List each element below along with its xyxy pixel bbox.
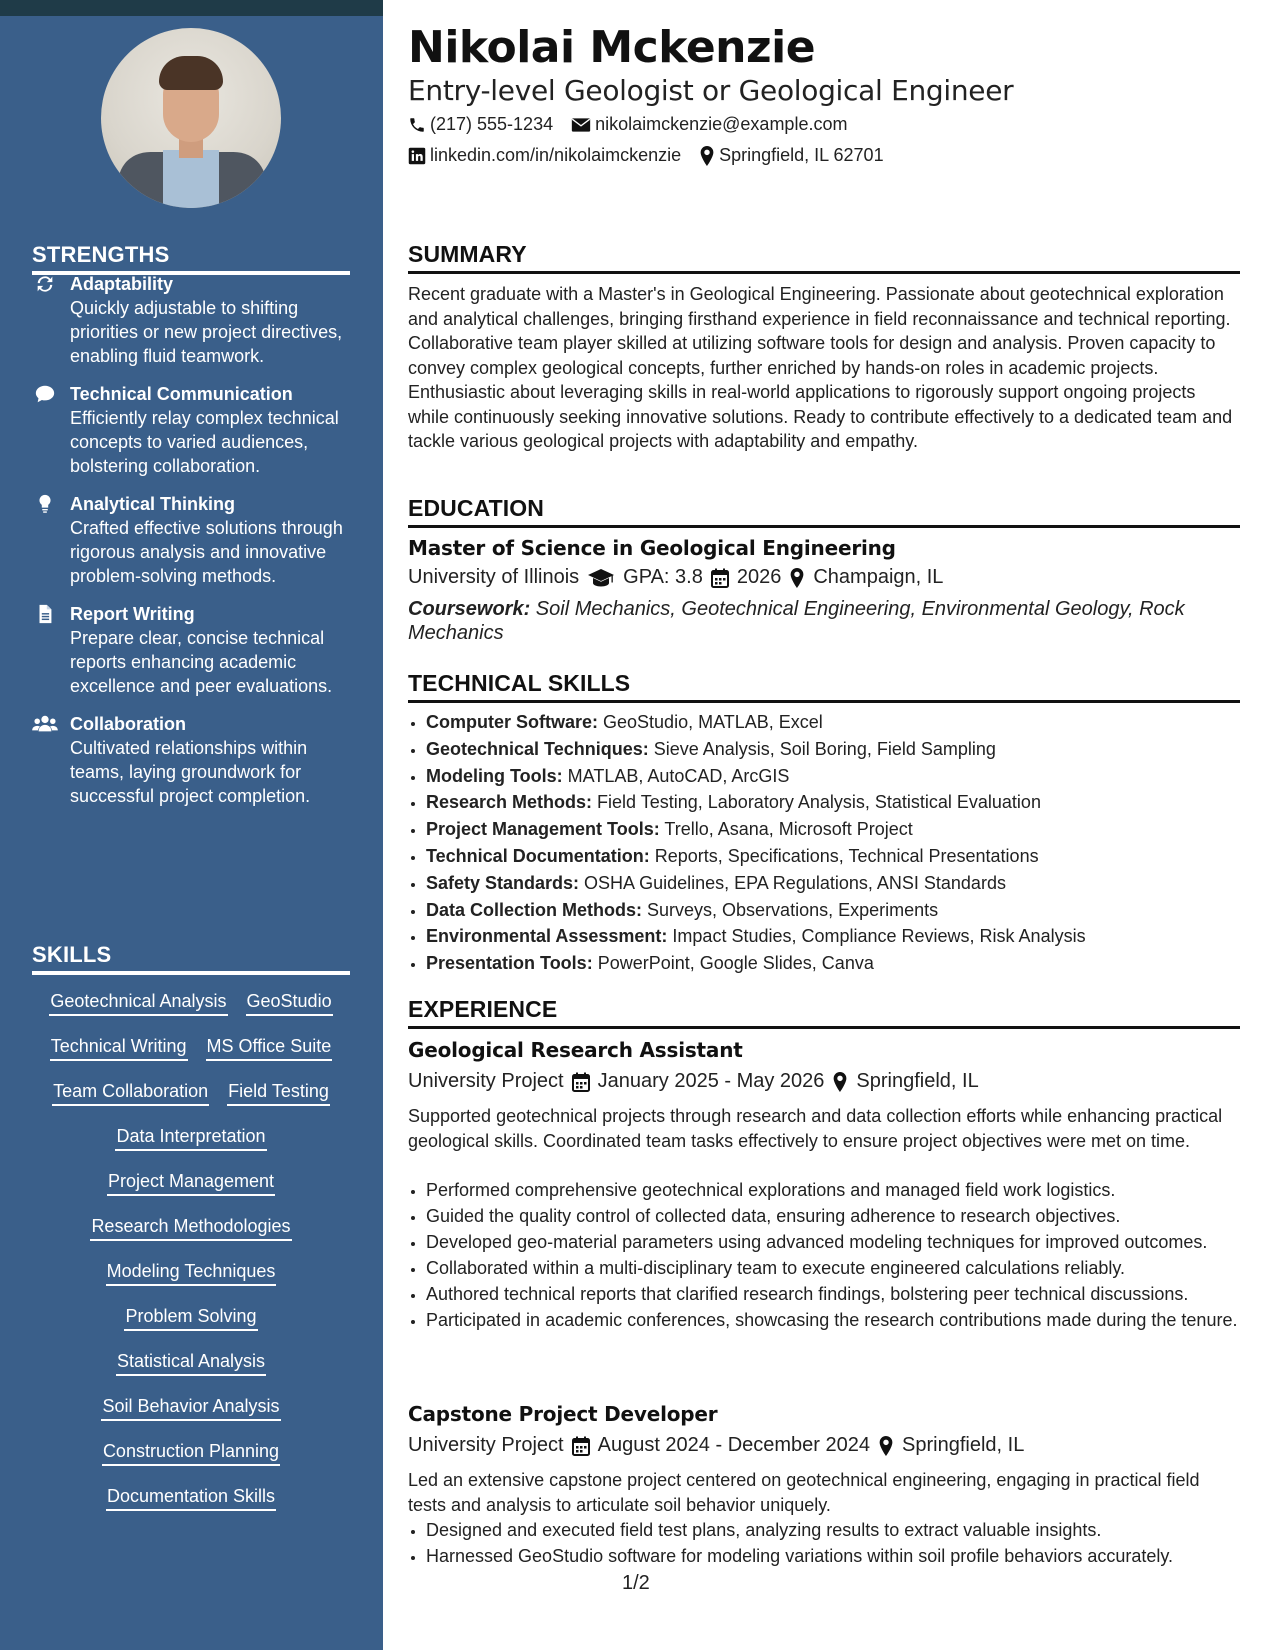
skill-category: Safety Standards: — [426, 872, 580, 893]
list-item — [426, 951, 1258, 976]
skill-tag: Project Management — [107, 1170, 275, 1196]
skills-list — [32, 990, 350, 1530]
list-item: • Harnessed GeoStudio software for modeling variations within soil profile behaviors accurately. — [426, 1544, 1258, 1569]
skill-tag: Geotechnical Analysis — [49, 990, 227, 1016]
strength-desc: Prepare clear, concise technical reports enhancing academic excellence and peer evaluations. — [70, 628, 333, 696]
strength-desc: Efficiently relay complex technical concepts to varied audiences, bolstering collaboration. — [70, 408, 339, 476]
skill-values: GeoStudio, MATLAB, Excel — [598, 712, 823, 732]
strength-desc: Quickly adjustable to shifting priorities or new project directives, enabling fluid teamwork. — [70, 298, 343, 366]
list-item: • Developed geo-material parameters using advanced modeling techniques for improved outcomes. — [426, 1230, 1258, 1255]
calendar-icon — [572, 1436, 590, 1456]
job-location: Springfield, IL — [902, 1434, 1025, 1456]
linkedin-icon — [408, 147, 426, 165]
skill-values: Field Testing, Laboratory Analysis, Statistical Evaluation — [592, 792, 1041, 813]
strengths-list — [32, 272, 350, 822]
lightbulb-icon — [32, 493, 58, 515]
coursework — [408, 597, 1240, 645]
strength-desc: Crafted effective solutions through rigorous analysis and innovative problem-solving methods. — [70, 518, 343, 586]
degree-title: Master of Science in Geological Engineering — [408, 536, 896, 560]
skill-category: Computer Software: — [426, 712, 599, 732]
job-summary: Led an extensive capstone project centered on geotechnical engineering, engaging in practical field tests and analysis to articulate soil behavior uniquely. — [408, 1470, 1200, 1515]
strength-title: Report Writing — [70, 604, 195, 624]
candidate-name: Nikolai Mckenzie — [408, 22, 816, 73]
profile-photo — [101, 28, 281, 208]
skill-values: Sieve Analysis, Soil Boring, Field Sampling — [648, 738, 996, 759]
envelope-icon — [571, 117, 591, 133]
coursework-label: Coursework: — [408, 598, 531, 620]
skill-tag: Technical Writing — [50, 1035, 188, 1061]
list-item: • Participated in academic conferences, showcasing the research contributions made during the tenure. — [426, 1308, 1258, 1333]
comment-icon — [32, 383, 58, 405]
candidate-title: Entry-level Geologist or Geological Engineer — [408, 74, 1014, 107]
summary-text: Recent graduate with a Master's in Geological Engineering. Passionate about geotechnical exploration and analytical challenges, bringing firsthand experience in field reconnaissance and technical reporting. Collaborative team player skilled at utilizing software tools for design and analysis. Proven capacity to convey complex geological concepts, further enriched by hands-on roles in academic projects. Enthusiastic about leveraging skills in real-world applications to rigorously support ongoing projects while continuously seeking innovative solutions. Ready to contribute effectively to a dedicated team and tackle various geological projects with adaptability and empathy. — [408, 284, 1233, 451]
sidebar — [0, 16, 383, 1650]
job-bullets — [408, 1518, 1258, 1570]
skill-category: Geotechnical Techniques: — [426, 738, 649, 759]
skill-category: Data Collection Methods: — [426, 899, 643, 920]
top-accent-bar — [0, 0, 383, 16]
strength-item — [32, 272, 350, 368]
skill-values: Trello, Asana, Microsoft Project — [659, 819, 913, 840]
job-location: Springfield, IL — [856, 1070, 979, 1092]
map-pin-icon — [832, 1072, 848, 1092]
experience-heading: EXPERIENCE — [408, 996, 1240, 1029]
strength-item — [32, 382, 350, 478]
skill-category: Modeling Tools: — [426, 765, 563, 786]
skill-tag: Data Interpretation — [115, 1125, 266, 1151]
skill-tag: Documentation Skills — [106, 1485, 276, 1511]
job-meta — [408, 1070, 979, 1093]
technical-skills-list — [408, 710, 1258, 978]
job-summary: Supported geotechnical projects through research and data collection efforts while enhancing practical geological skills. Coordinated team tasks effectively to ensure project objectives were met on time. — [408, 1106, 1223, 1151]
job-dates: August 2024 - December 2024 — [597, 1434, 871, 1456]
skill-tag: Statistical Analysis — [116, 1350, 266, 1376]
map-pin-icon — [699, 146, 715, 166]
skill-tag: Problem Solving — [124, 1305, 257, 1331]
skill-tag: Research Methodologies — [90, 1215, 291, 1241]
list-item — [426, 790, 1258, 815]
list-item — [426, 764, 1258, 789]
skill-values: Impact Studies, Compliance Reviews, Risk Analysis — [667, 926, 1086, 947]
skill-values: OSHA Guidelines, EPA Regulations, ANSI Standards — [579, 872, 1006, 893]
location-text: Springfield, IL 62701 — [719, 145, 884, 165]
contact-phone — [408, 114, 553, 135]
job-dates: January 2025 - May 2026 — [597, 1070, 825, 1092]
skill-tag: Modeling Techniques — [106, 1260, 277, 1286]
skill-tag: MS Office Suite — [206, 1035, 333, 1061]
strength-title: Collaboration — [70, 714, 186, 734]
strength-desc: Cultivated relationships within teams, laying groundwork for successful project completion. — [70, 738, 311, 806]
list-item: • Authored technical reports that clarified research findings, bolstering peer technical discussions. — [426, 1282, 1258, 1307]
contact-row-2 — [408, 145, 902, 166]
list-item — [426, 871, 1258, 896]
calendar-icon — [572, 1072, 590, 1092]
coursework-list: Soil Mechanics, Geotechnical Engineering, Environmental Geology, Rock Mechanics — [408, 598, 1185, 644]
list-item — [426, 737, 1258, 762]
map-pin-icon — [878, 1436, 894, 1456]
list-item: • Collaborated within a multi-disciplinary team to execute engineered calculations reliably. — [426, 1256, 1258, 1281]
skill-tag: Team Collaboration — [52, 1080, 209, 1106]
skill-tag: Field Testing — [227, 1080, 330, 1106]
school-name: University of Illinois — [408, 566, 580, 588]
skill-tag: Soil Behavior Analysis — [101, 1395, 280, 1421]
list-item — [426, 898, 1258, 923]
linkedin-text[interactable]: linkedin.com/in/nikolaimckenzie — [430, 145, 682, 165]
job-org: University Project — [408, 1434, 564, 1456]
page-indicator: 1/2 — [622, 1572, 650, 1594]
skills-heading: SKILLS — [32, 942, 350, 975]
contact-email[interactable] — [571, 114, 847, 135]
list-item: • Designed and executed field test plans, analyzing results to extract valuable insights. — [426, 1518, 1258, 1543]
strength-title: Technical Communication — [70, 384, 293, 404]
skill-values: Surveys, Observations, Experiments — [642, 899, 939, 920]
job-meta — [408, 1434, 1024, 1457]
list-item: • Guided the quality control of collected data, ensuring adherence to research objectives. — [426, 1204, 1258, 1229]
skill-category: Research Methods: — [426, 792, 593, 813]
document-icon — [32, 603, 58, 625]
list-item — [426, 924, 1258, 949]
job-title: Capstone Project Developer — [408, 1402, 718, 1426]
list-item: • Performed comprehensive geotechnical explorations and managed field work logistics. — [426, 1178, 1258, 1203]
list-item — [426, 710, 1258, 735]
map-pin-icon — [789, 568, 805, 588]
education-heading: EDUCATION — [408, 495, 1240, 528]
contact-row-1 — [408, 114, 865, 135]
skill-category: Presentation Tools: — [426, 953, 593, 974]
contact-location — [699, 145, 883, 166]
strength-title: Adaptability — [70, 274, 174, 294]
job-org: University Project — [408, 1070, 564, 1092]
list-item — [426, 817, 1258, 842]
skill-values: MATLAB, AutoCAD, ArcGIS — [562, 765, 790, 786]
calendar-icon — [711, 568, 729, 588]
contact-linkedin[interactable] — [408, 145, 681, 166]
skill-category: Project Management Tools: — [426, 819, 660, 840]
skill-values: Reports, Specifications, Technical Presentations — [649, 845, 1039, 866]
strengths-heading: STRENGTHS — [32, 242, 350, 275]
strength-title: Analytical Thinking — [70, 494, 236, 514]
technical-skills-heading: TECHNICAL SKILLS — [408, 670, 1240, 703]
strength-item — [32, 712, 350, 808]
summary-heading: SUMMARY — [408, 241, 1240, 274]
strength-item — [32, 602, 350, 698]
education-meta — [408, 566, 943, 589]
strength-item — [32, 492, 350, 588]
graduation-cap-icon — [587, 568, 615, 588]
job-bullets — [408, 1178, 1258, 1334]
skill-values: PowerPoint, Google Slides, Canva — [592, 953, 874, 974]
skill-category: Environmental Assessment: — [426, 926, 668, 947]
school-location: Champaign, IL — [813, 566, 944, 588]
users-icon — [32, 713, 58, 735]
email-text[interactable]: nikolaimckenzie@example.com — [595, 114, 848, 134]
job-title: Geological Research Assistant — [408, 1038, 743, 1062]
skill-category: Technical Documentation: — [426, 845, 650, 866]
list-item — [426, 844, 1258, 869]
sync-icon — [32, 273, 58, 295]
graduation-year: 2026 — [736, 566, 782, 588]
skill-tag: GeoStudio — [246, 990, 333, 1016]
skill-tag: Construction Planning — [102, 1440, 280, 1466]
gpa-text: GPA: 3.8 — [623, 566, 703, 588]
phone-icon — [408, 116, 426, 134]
phone-text: (217) 555-1234 — [430, 114, 554, 134]
